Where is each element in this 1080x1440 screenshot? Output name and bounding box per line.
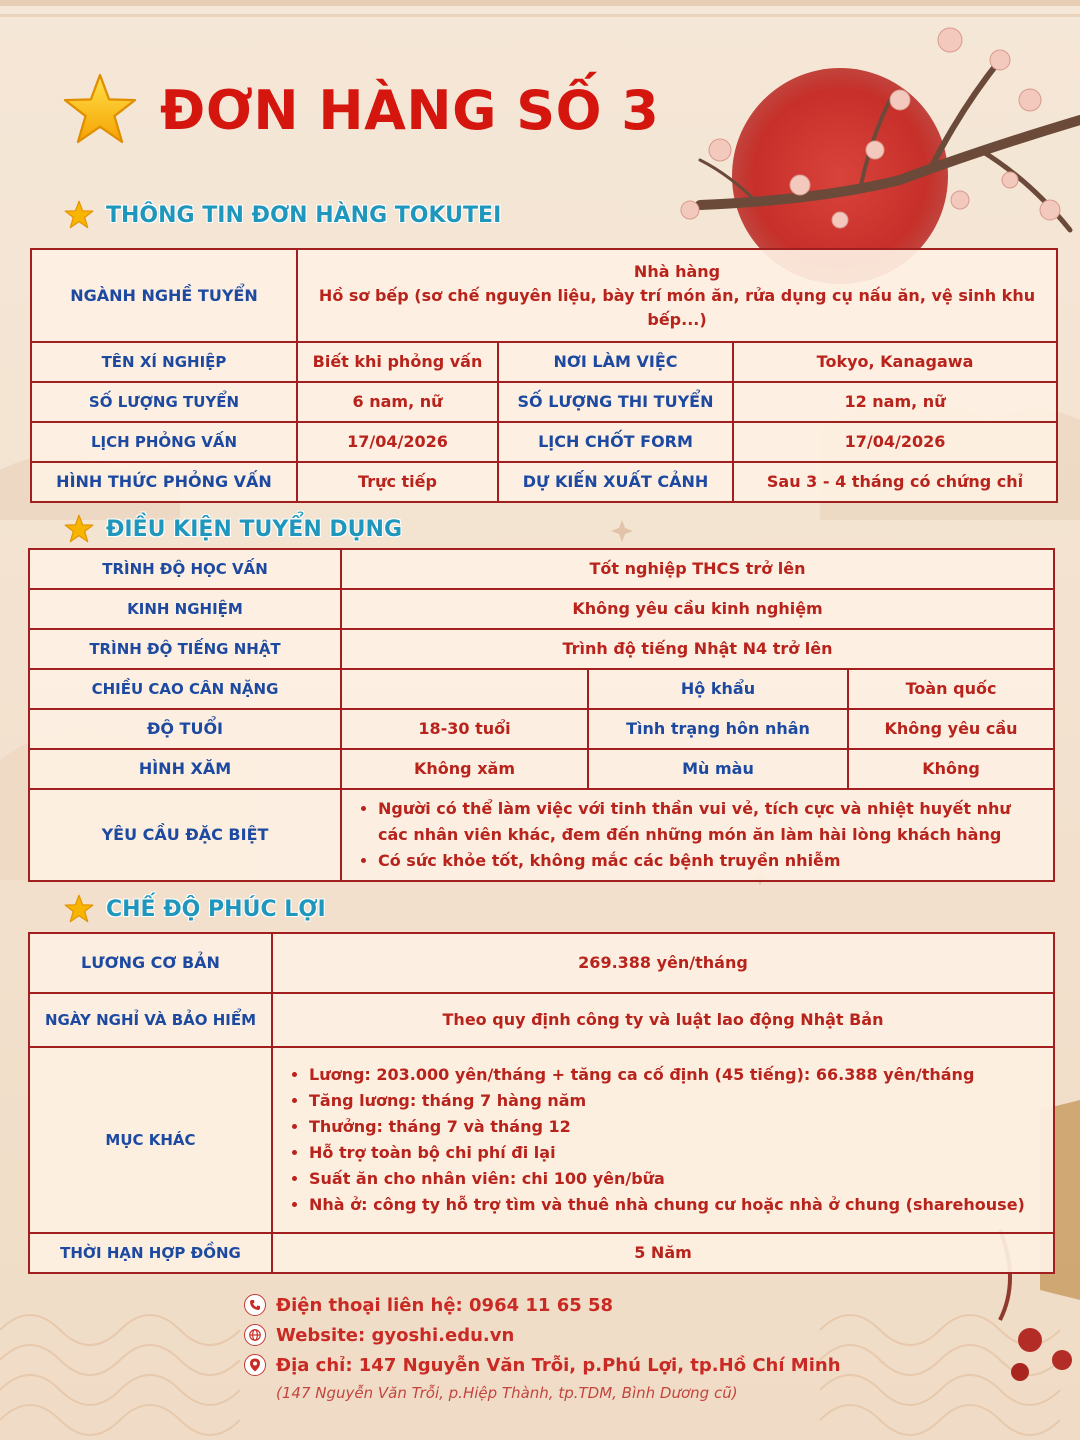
interview-date-label: LỊCH PHỎNG VẤN: [31, 422, 297, 462]
special-label: YÊU CẦU ĐẶC BIỆT: [29, 789, 341, 881]
globe-icon: [244, 1324, 266, 1346]
contact-block: [244, 1290, 841, 1402]
other-value: [272, 1047, 1054, 1233]
table-row: [31, 382, 1057, 422]
tattoo-value: Không xăm: [341, 749, 588, 789]
order-info-table: [30, 248, 1058, 503]
workplace-label: NƠI LÀM VIỆC: [498, 342, 733, 382]
table-row: [29, 669, 1054, 709]
section-heading-requirements: [64, 514, 402, 544]
location-pin-icon: [244, 1354, 266, 1376]
table-row: [31, 462, 1057, 502]
interview-type-label: HÌNH THỨC PHỎNG VẤN: [31, 462, 297, 502]
phone-text: Điện thoại liên hệ: 0964 11 65 58: [276, 1294, 614, 1316]
hire-count-label: SỐ LƯỢNG TUYỂN: [31, 382, 297, 422]
list-item: • Hỗ trợ toàn bộ chi phí đi lại: [309, 1140, 1045, 1166]
section-title: THÔNG TIN ĐƠN HÀNG TOKUTEI: [106, 202, 502, 228]
colorblind-value: Không: [848, 749, 1054, 789]
age-value: 18-30 tuổi: [341, 709, 588, 749]
age-label: ĐỘ TUỔI: [29, 709, 341, 749]
education-label: TRÌNH ĐỘ HỌC VẤN: [29, 549, 341, 589]
japanese-label: TRÌNH ĐỘ TIẾNG NHẬT: [29, 629, 341, 669]
education-value: Tốt nghiệp THCS trở lên: [341, 549, 1054, 589]
industry-label: NGÀNH NGHỀ TUYỂN: [31, 249, 297, 342]
form-close-label: LỊCH CHỐT FORM: [498, 422, 733, 462]
section-heading-info: [64, 200, 501, 230]
company-label: TÊN XÍ NGHIỆP: [31, 342, 297, 382]
contact-website[interactable]: [244, 1320, 841, 1350]
address-note: (147 Nguyễn Văn Trỗi, p.Hiệp Thành, tp.TDM, Bình Dương cũ): [276, 1384, 738, 1402]
star-icon: [62, 72, 138, 148]
table-row: [31, 249, 1057, 342]
industry-name: Nhà hàng: [633, 261, 721, 281]
leave-value: Theo quy định công ty và luật lao động Nhật Bản: [272, 993, 1054, 1047]
star-icon: [64, 514, 94, 544]
website-text: Website: gyoshi.edu.vn: [276, 1324, 515, 1346]
title-block: [62, 72, 659, 148]
star-icon: [64, 200, 94, 230]
salary-label: LƯƠNG CƠ BẢN: [29, 933, 272, 993]
contact-address: [244, 1350, 841, 1380]
tattoo-label: HÌNH XĂM: [29, 749, 341, 789]
requirements-table: [28, 548, 1055, 882]
table-row: [29, 629, 1054, 669]
height-weight-label: CHIỀU CAO CÂN NẶNG: [29, 669, 341, 709]
table-row: [29, 789, 1054, 881]
special-value: [341, 789, 1054, 881]
form-close-value: 17/04/2026: [733, 422, 1057, 462]
list-item: • Suất ăn cho nhân viên: chi 100 yên/bữa: [309, 1166, 1045, 1192]
interview-type-value: Trực tiếp: [297, 462, 498, 502]
list-item: • Nhà ở: công ty hỗ trợ tìm và thuê nhà chung cư hoặc nhà ở chung (sharehouse): [309, 1192, 1045, 1218]
workplace-value: Tokyo, Kanagawa: [733, 342, 1057, 382]
table-row: [29, 1047, 1054, 1233]
table-row: [29, 933, 1054, 993]
contract-value: 5 Năm: [272, 1233, 1054, 1273]
marital-label: Tình trạng hôn nhân: [588, 709, 848, 749]
section-title: CHẾ ĐỘ PHÚC LỢI: [106, 896, 326, 922]
special-list: [350, 796, 1045, 874]
salary-value: 269.388 yên/tháng: [272, 933, 1054, 993]
hometown-value: Toàn quốc: [848, 669, 1054, 709]
height-weight-value: [341, 669, 588, 709]
star-icon: [64, 894, 94, 924]
departure-value: Sau 3 - 4 tháng có chứng chỉ: [733, 462, 1057, 502]
table-row: [29, 709, 1054, 749]
experience-label: KINH NGHIỆM: [29, 589, 341, 629]
japanese-value: Trình độ tiếng Nhật N4 trở lên: [341, 629, 1054, 669]
page-title: ĐƠN HÀNG SỐ 3: [160, 78, 660, 142]
address-text: Địa chỉ: 147 Nguyễn Văn Trỗi, p.Phú Lợi, tp.Hồ Chí Minh: [276, 1354, 841, 1376]
table-row: [29, 749, 1054, 789]
list-item: • Người có thể làm việc với tinh thần vui vẻ, tích cực và nhiệt huyết như các nhân viên khác, đem đến những món ăn làm hài lòng khách hàng: [378, 796, 1045, 848]
hire-count-value: 6 nam, nữ: [297, 382, 498, 422]
colorblind-label: Mù màu: [588, 749, 848, 789]
other-label: MỤC KHÁC: [29, 1047, 272, 1233]
exam-count-value: 12 nam, nữ: [733, 382, 1057, 422]
list-item: • Có sức khỏe tốt, không mắc các bệnh truyền nhiễm: [378, 848, 1045, 874]
exam-count-label: SỐ LƯỢNG THI TUYỂN: [498, 382, 733, 422]
table-row: [29, 589, 1054, 629]
hometown-label: Hộ khẩu: [588, 669, 848, 709]
industry-value: [297, 249, 1057, 342]
list-item: • Lương: 203.000 yên/tháng + tăng ca cố định (45 tiếng): 66.388 yên/tháng: [309, 1062, 1045, 1088]
leave-label: NGÀY NGHỈ VÀ BẢO HIỂM: [29, 993, 272, 1047]
table-row: [31, 342, 1057, 382]
experience-value: Không yêu cầu kinh nghiệm: [341, 589, 1054, 629]
section-heading-benefits: [64, 894, 326, 924]
table-row: [31, 422, 1057, 462]
contact-phone[interactable]: [244, 1290, 841, 1320]
list-item: • Tăng lương: tháng 7 hàng năm: [309, 1088, 1045, 1114]
other-list: [281, 1062, 1045, 1218]
table-row: [29, 993, 1054, 1047]
contract-label: THỜI HẠN HỢP ĐỒNG: [29, 1233, 272, 1273]
marital-value: Không yêu cầu: [848, 709, 1054, 749]
benefits-table: [28, 932, 1055, 1274]
phone-icon: [244, 1294, 266, 1316]
industry-detail: Hồ sơ bếp (sơ chế nguyên liệu, bày trí món ăn, rửa dụng cụ nấu ăn, vệ sinh khu bếp...): [318, 285, 1036, 329]
company-value: Biết khi phỏng vấn: [297, 342, 498, 382]
interview-date-value: 17/04/2026: [297, 422, 498, 462]
list-item: • Thưởng: tháng 7 và tháng 12: [309, 1114, 1045, 1140]
table-row: [29, 1233, 1054, 1273]
table-row: [29, 549, 1054, 589]
departure-label: DỰ KIẾN XUẤT CẢNH: [498, 462, 733, 502]
section-title: ĐIỀU KIỆN TUYỂN DỤNG: [106, 516, 403, 542]
